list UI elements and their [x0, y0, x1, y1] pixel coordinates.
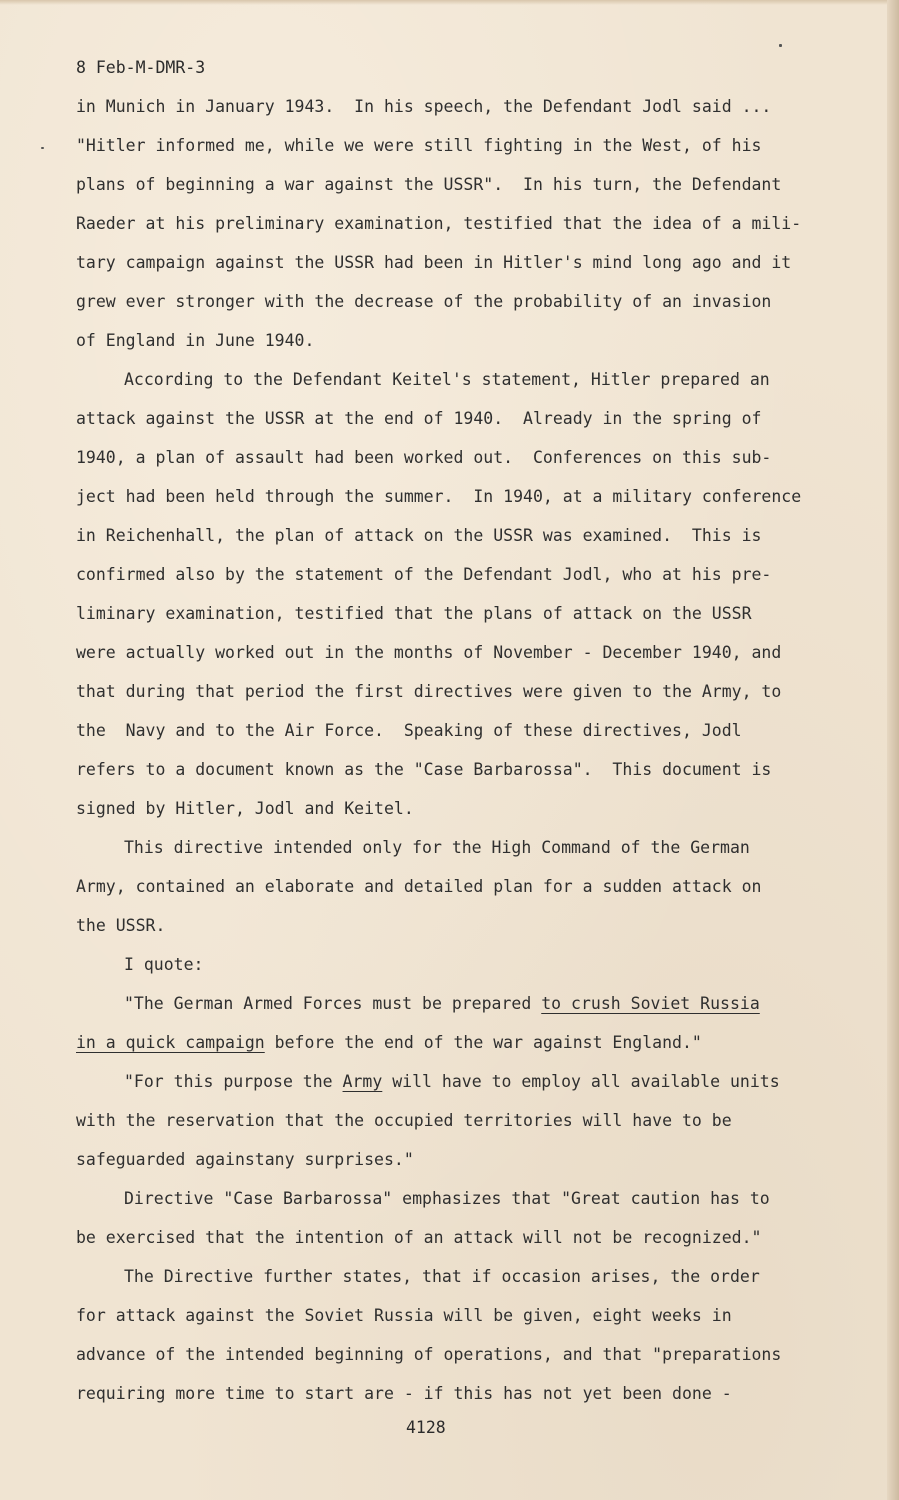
document-reference-id: 8 Feb-M-DMR-3 [76, 58, 206, 77]
text-line: in Reichenhall, the plan of attack on the USSR was examined. This is [76, 526, 762, 545]
text-line: be exercised that the intention of an attack will not be recognized." [76, 1228, 762, 1247]
quote-line [124, 1071, 780, 1093]
text-line: for attack against the Soviet Russia will be given, eight weeks in [76, 1306, 732, 1325]
text-line: confirmed also by the statement of the Defendant Jodl, who at his pre- [76, 565, 772, 584]
quote-text: will have to employ all available units [382, 1072, 780, 1091]
text-line: "Hitler informed me, while we were still fighting in the West, of his [76, 136, 762, 155]
text-line: Raeder at his preliminary examination, testified that the idea of a mili- [76, 214, 802, 233]
quote-text: "For this purpose the [124, 1072, 343, 1091]
margin-mark [41, 147, 44, 149]
text-line: Army, contained an elaborate and detailed plan for a sudden attack on [76, 877, 762, 896]
paper-right-edge [887, 0, 899, 1500]
paragraph-start-line: According to the Defendant Keitel's statement, Hitler prepared an [124, 370, 770, 389]
paper-top-edge [0, 0, 899, 5]
underlined-phrase: to crush Soviet Russia [541, 994, 760, 1013]
text-line: refers to a document known as the "Case Barbarossa". This document is [76, 760, 772, 779]
quote-text: before the end of the war against England." [264, 1033, 702, 1052]
text-line: grew ever stronger with the decrease of the probability of an invasion [76, 292, 772, 311]
paragraph-start-line: This directive intended only for the High Command of the German [124, 838, 750, 857]
quote-line [124, 993, 760, 1015]
text-line: in Munich in January 1943. In his speech, the Defendant Jodl said ... [76, 97, 772, 116]
margin-mark [779, 44, 782, 47]
quote-text: "The German Armed Forces must be prepared [124, 994, 542, 1013]
text-line: tary campaign against the USSR had been in Hitler's mind long ago and it [76, 253, 792, 272]
text-line: ject had been held through the summer. In 1940, at a military conference [76, 487, 802, 506]
text-line: liminary examination, testified that the plans of attack on the USSR [76, 604, 752, 623]
text-line: attack against the USSR at the end of 1940. Already in the spring of [76, 409, 762, 428]
underlined-phrase: in a quick campaign [76, 1033, 265, 1052]
text-line: the USSR. [76, 916, 166, 935]
paragraph-start-line: I quote: [124, 955, 204, 974]
text-line: requiring more time to start are - if this has not yet been done - [76, 1384, 732, 1403]
underlined-word: Army [342, 1072, 383, 1091]
text-line: with the reservation that the occupied territories will have to be [76, 1111, 732, 1130]
text-line: the Navy and to the Air Force. Speaking of these directives, Jodl [76, 721, 742, 740]
text-line: signed by Hitler, Jodl and Keitel. [76, 799, 414, 818]
paragraph-start-line: Directive "Case Barbarossa" emphasizes that "Great caution has to [124, 1189, 770, 1208]
paragraph-start-line: The Directive further states, that if occasion arises, the order [124, 1267, 760, 1286]
text-line: advance of the intended beginning of operations, and that "preparations [76, 1345, 782, 1364]
page-number: 4128 [406, 1418, 446, 1437]
text-line: 1940, a plan of assault had been worked out. Conferences on this sub- [76, 448, 772, 467]
text-line: of England in June 1940. [76, 331, 315, 350]
quote-line [76, 1032, 702, 1054]
text-line: were actually worked out in the months of November - December 1940, and [76, 643, 782, 662]
text-line: safeguarded againstany surprises." [76, 1150, 414, 1169]
text-line: plans of beginning a war against the USSR". In his turn, the Defendant [76, 175, 782, 194]
text-line: that during that period the first directives were given to the Army, to [76, 682, 782, 701]
